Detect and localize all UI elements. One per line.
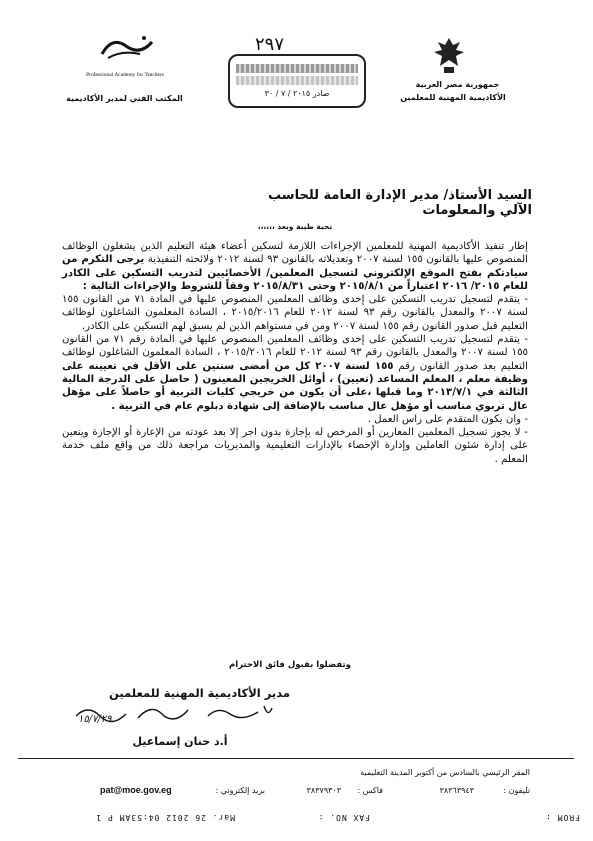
- footer-fax-label: فاكس :: [357, 786, 383, 795]
- eagle-emblem: [432, 36, 466, 76]
- footer-phone: ٣٨٣٦٣٩٤٣: [439, 786, 474, 795]
- intro-text: إطار تنفيذ الأكاديمية المهنية للمعلمين الإجراءات اللازمة لتسكين أعضاء هيئة التعليم الذين يشغلون الوظائف المنصوص عليها بالقانون ١٥٥ لسنة ٢٠٠٧ وتعديلاته بالقانون ٩٣ لسنة ٢٠١٢ ولائحته التنفيذية: [62, 241, 528, 266]
- closing: وتفضلوا بقبول فائق الاحترام: [229, 660, 351, 670]
- footer-phone-label: تليفون :: [503, 786, 530, 795]
- paragraph-condition-1: - يتقدم لتسجيل تدريب التسكين على إحدى وظائف المعلمين المنصوص عليها في المادة ٧١ من القانون ١٥٥ لسنة ٢٠٠٧ والمعدل بالقانون رقم ٩٣ لسنة ٢٠١٢ للعام ٢٠١٥/٢٠١٦ ، السادة المعلمون الشاغلون لوظائف التعليم قبل صدور القانون رقم ١٥٥ لسنة ٢٠٠٧ ومن في مستواهم الذين لم يسبق لهم التسكين على الكادر.: [62, 294, 529, 332]
- reference-number: ٢٩٧: [255, 34, 285, 55]
- addressee: السيد الأستاذ/ مدير الإدارة العامة للحاسب الآلي والمعلومات: [268, 188, 532, 218]
- footer-address: المقر الرئيسي بالسادس من أكتوبر المدينة التعليمية: [360, 768, 530, 777]
- ministry-line: جمهورية مصر العربية: [415, 80, 500, 89]
- outgoing-stamp: [228, 54, 366, 108]
- paragraph-condition-3: - وان يكون المتقدم على راس العمل .: [367, 413, 528, 425]
- fax-header-from: FROM :: [545, 813, 580, 822]
- technical-office-line: المكتب الفني لمدير الأكاديمية: [66, 94, 183, 103]
- condition-2-text: - يتقدم لتسجيل تدريب التسكين على إحدى وظائف المعلمين المنصوص عليها في المادة رقم ٧١ من القانون ١٥٥ لسنة ٢٠٠٧ والمعدل بالقانون رقم ٩٣ لسنة ٢٠١٢ للعام ٢٠١٥/٢٠١٦ ، السادة المعلمون الشاغلون لوظائف التعليم بعد صدور القانون رقم: [62, 334, 529, 372]
- signature-date: ١٥/٧/٢٩: [78, 714, 112, 725]
- footer-email-label: بريد إلكتروني :: [215, 786, 265, 795]
- footer-fax: ٣٨٣٧٩٣٠٣: [306, 786, 341, 795]
- signature-title: مدير الأكاديمية المهنية للمعلمين: [109, 686, 290, 700]
- stamp-date: صادر ٢٠١٥ / ٧ / ٣٠: [264, 89, 330, 98]
- fax-header-stamp: Mar. 26 2012 04:53AM P 1: [95, 813, 235, 822]
- fax-header-no: FAX NO. :: [317, 813, 370, 822]
- paragraph-intro: [62, 240, 528, 293]
- signatory-name: أ.د حنان إسماعيل: [132, 735, 228, 748]
- condition-2-bold: ١٥٥ لسنة ٢٠٠٧ كل من أمضى سنتين على الأقل في تعيينه على وظيفة معلم ، المعلم المساعد (تعيين) ، أوائل الخريجين المعينون ( حاصل على الدرجة المالية الثالثة في ٢٠١٣/٧/١ وما قبلها ،على أن يكون من خريجي كليات التربية أو حاصلاً على مؤهل عال تربوي مناسب أو مؤهل عال مناسب بالإضافة إلى شهادة دبلوم عام في التربية .: [62, 360, 528, 412]
- paragraph-condition-4: - لا يجوز تسجيل المعلمين المعارين أو المرخص له بإجازة بدون اجر إلا بعد عودته من الإعارة أو الإجازة ويتعين على إدارة شئون العاملين وإدارة الإحصاء بالإدارات التعليمية والمديريات مراجعة ذلك من واقع ملف خدمة المعلم .: [62, 427, 528, 465]
- greeting: تحية طيبة وبعد ،،،،،،: [257, 222, 333, 231]
- footer-divider: [18, 758, 574, 759]
- intro-request: يرجى التكرم من سيادتكم بفتح الموقع الإلكتروني لتسجيل المعلمين/ الأخصائيين لتدريب التسكين على الكادر للعام ٢٠١٥/ ٢٠١٦ اعتباراً من ٢٠١٥/٨/١ وحتى ٢٠١٥/٨/٣١ وفقاً للشروط والإجراءات التالية :: [62, 254, 528, 292]
- academy-logo: [92, 32, 162, 62]
- academy-line: الأكاديمية المهنية للمعلمين: [400, 93, 506, 102]
- footer-email[interactable]: pat@moe.gov.eg: [100, 785, 172, 795]
- logo-english: Professional Academy for Teachers: [86, 72, 164, 78]
- letter-body: [62, 240, 528, 466]
- paragraph-condition-2: [62, 333, 528, 413]
